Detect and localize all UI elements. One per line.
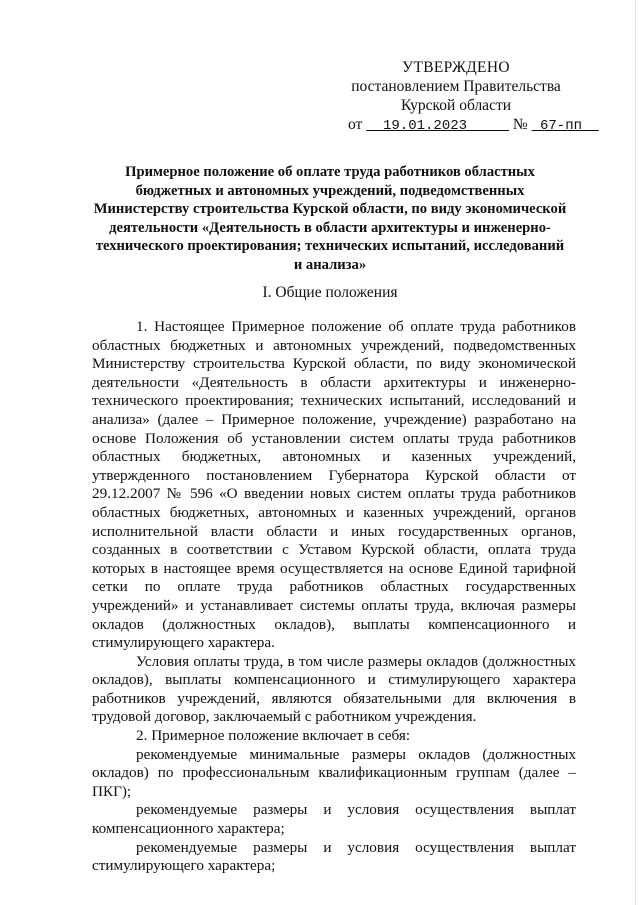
number-label: № bbox=[512, 116, 528, 133]
approval-dateline bbox=[336, 115, 583, 136]
scan-edge-divider bbox=[635, 0, 636, 905]
paragraph: рекомендуемые минимальные размеры окладов (должностных окладов) по профессиональным квалификационным группам (далее – ПКГ); bbox=[92, 745, 576, 800]
paragraph: Условия оплаты труда, в том числе размеры окладов (должностных окладов), выплаты компенсационного и стимулирующего характера работников учреждений, являются обязательными для включения в трудовой договор, заключаемый с работником учреждения. bbox=[92, 652, 576, 726]
approval-number bbox=[532, 118, 599, 134]
paragraph: 2. Примерное положение включает в себя: bbox=[136, 727, 411, 745]
approval-heading: УТВЕРЖДЕНО bbox=[402, 59, 510, 76]
document-body bbox=[92, 318, 576, 876]
paragraph: 1. Настоящее Примерное положение об оплате труда работников областных бюджетных и автономных учреждений, подведомственных Министерству строительства Курской области, по виду экономической деятельности «Деятельность в области архитектуры и инженерно-технического проектирования; технических испытаний, исследований и анализа» (далее – Примерное положение, учреждение) разработано на основе Положения об установлении систем оплаты труда работников областных бюджетных, автономных и казенных учреждений, утвержденного постановлением Губернатора Курской области от 29.12.2007 № 596 «О введении новых систем оплаты труда работников областных бюджетных, автономных и казенных учреждений, органов исполнительной власти области и иных государственных органов, созданных в соответствии с Уставом Курской области, оплата труда которых в настоящее время осуществляется на основе Единой тарифной сетки по оплате труда работников областных государственных учреждений» и устанавливает системы оплаты труда, включая размеры окладов (должностных окладов), выплаты компенсационного и стимулирующего характера. bbox=[92, 318, 576, 652]
document-title: Примерное положение об оплате труда работников областных бюджетных и автономных учреждений, подведомственных Министерству строительства Курской области, по виду экономической деятельности «Деятельность в области архитектуры и инженерно-технического проектирования; технических испытаний, исследований и анализа» bbox=[93, 164, 567, 273]
paragraph: рекомендуемые размеры и условия осуществления выплат стимулирующего характера; bbox=[92, 838, 576, 875]
approval-block bbox=[336, 58, 583, 136]
approval-date-value: 19.01.2023 bbox=[383, 118, 468, 134]
paragraph: рекомендуемые размеры и условия осуществления выплат компенсационного характера; bbox=[92, 801, 576, 838]
approval-line-2: Курской области bbox=[400, 97, 512, 114]
approval-line-1: постановлением Правительства bbox=[351, 78, 561, 95]
date-prefix: от bbox=[348, 116, 363, 133]
approval-number-value: 67-пп bbox=[540, 118, 583, 134]
section-heading: I. Общие положения bbox=[262, 284, 398, 301]
approval-date bbox=[366, 118, 509, 134]
